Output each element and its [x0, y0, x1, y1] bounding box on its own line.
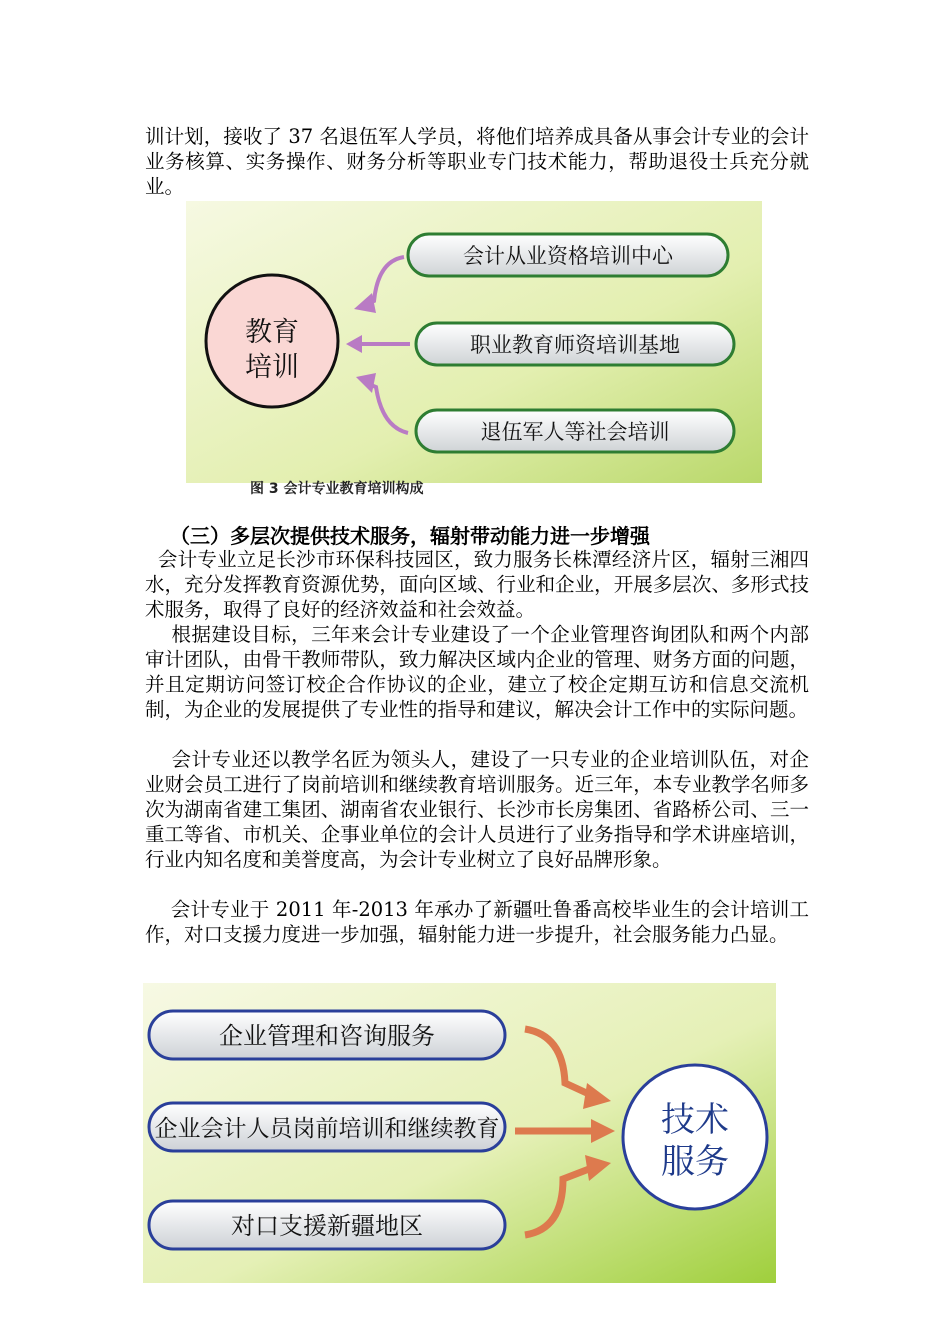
paragraph-5: 会计专业于 2011 年-2013 年承办了新疆吐鲁番高校毕业生的会计培训工作，对口支援力度进一步加强，辐射能力进一步提升，社会服务能力凸显。: [145, 898, 809, 946]
figure1-center-line2: 培训: [245, 352, 299, 383]
section-heading: （三）多层次提供技术服务，辐射带动能力进一步增强: [170, 524, 650, 548]
figure-education-training: [186, 201, 762, 483]
figure1-box-1-label: 会计从业资格培训中心: [463, 244, 673, 268]
figure2-box-3-label: 对口支援新疆地区: [231, 1212, 423, 1240]
figure2-center-line1: 技术: [661, 1100, 729, 1140]
figure1-caption: 图 3 会计专业教育培训构成: [250, 481, 424, 497]
figure1-box-3-label: 退伍军人等社会培训: [480, 420, 670, 444]
figure2-center-line2: 服务: [661, 1142, 729, 1182]
paragraph-intro: 训计划，接收了 37 名退伍军人学员，将他们培养成具备从事会计专业的会计业务核算、实务操作、财务分析等职业专门技术能力，帮助退役士兵充分就业。: [145, 125, 809, 198]
figure2-box-1-label: 企业管理和咨询服务: [219, 1022, 435, 1050]
paragraph-3: 根据建设目标，三年来会计专业建设了一个企业管理咨询团队和两个内部审计团队，由骨干教师带队，致力解决区域内企业的管理、财务方面的问题，并且定期访问签订校企合作协议的企业，建立了校企定期互访和信息交流机制，为企业的发展提供了专业性的指导和建议，解决会计工作中的实际问题。: [145, 623, 809, 721]
paragraph-2: 会计专业立足长沙市环保科技园区，致力服务长株潭经济片区，辐射三湘四水，充分发挥教育资源优势，面向区域、行业和企业，开展多层次、多形式技术服务，取得了良好的经济效益和社会效益。: [145, 548, 809, 621]
figure2-box-2-label: 企业会计人员岗前培训和继续教育: [154, 1116, 500, 1142]
figure1-center-line1: 教育: [245, 317, 299, 348]
figure1-box-2-label: 职业教育师资培训基地: [470, 333, 680, 357]
paragraph-4: 会计专业还以教学名匠为领头人，建设了一只专业的企业培训队伍，对企业财会员工进行了岗前培训和继续教育培训服务。近三年，本专业教学名师多次为湖南省建工集团、湖南省农业银行、长沙市长房集团、省路桥公司、三一重工等省、市机关、企事业单位的会计人员进行了业务指导和学术讲座培训，行业内知名度和美誉度高，为会计专业树立了良好品牌形象。: [145, 748, 809, 871]
figure-technical-service: [143, 983, 776, 1283]
